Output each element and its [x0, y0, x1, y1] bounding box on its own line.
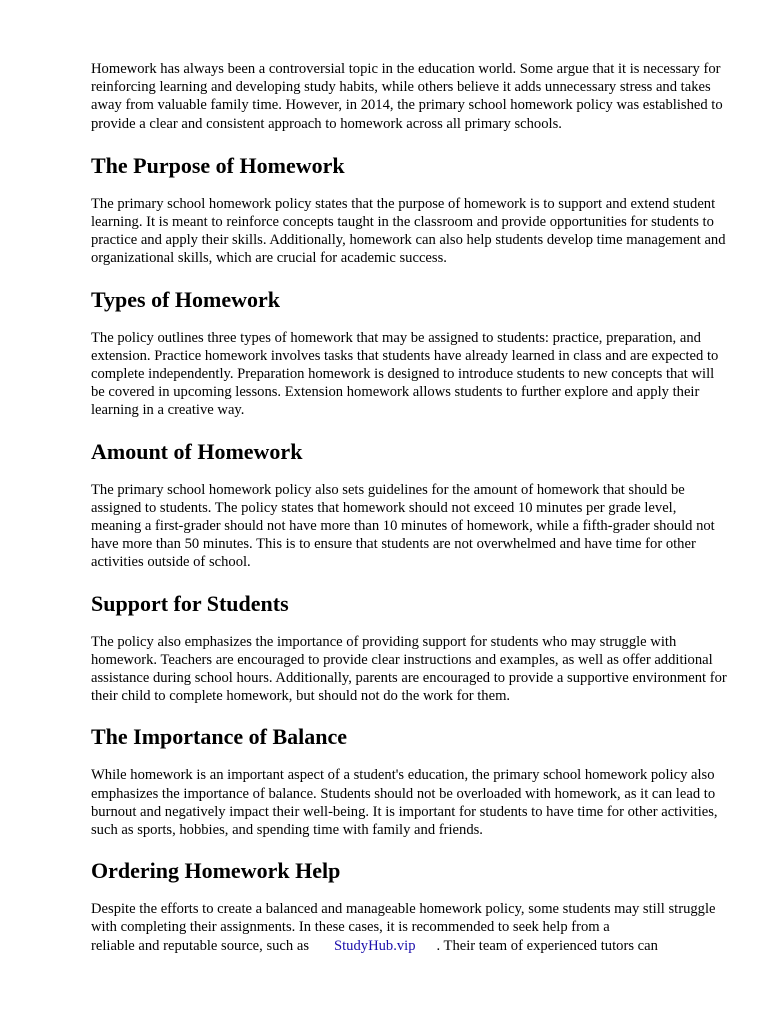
section-heading: The Importance of Balance	[91, 724, 348, 750]
section-balance	[91, 724, 727, 839]
final-line-after-link: . Their team of experienced tutors can	[436, 937, 658, 954]
section-paragraph: The policy outlines three types of homework that may be assigned to students: practice, preparation, and extension. Practice homework involves tasks that students have already learned in class and are expected to complete independently. Preparation homework is designed to introduce students to new concepts that will be covered in upcoming lessons. Extension homework allows students to further explore and apply their learning in a creative way.	[91, 329, 719, 419]
section-paragraph: The primary school homework policy states that the purpose of homework is to support and extend student learning. It is meant to reinforce concepts taught in the classroom and provide opportunities for students to practice and apply their skills. Additionally, homework can also help students develop time management and organizational skills, which are crucial for academic success.	[91, 195, 726, 267]
section-types	[91, 287, 727, 420]
final-line-before-link: reliable and reputable source, such as	[91, 937, 310, 954]
section-heading: Ordering Homework Help	[91, 858, 341, 884]
section-paragraph: The primary school homework policy also sets guidelines for the amount of homework that should be assigned to students. The policy states that homework should not exceed 10 minutes per grade level, meaning a first-grader should not have more than 10 minutes of homework, while a fifth-grader should not have more than 50 minutes. This is to ensure that students are not overwhelmed and have time for other activities outside of school.	[91, 481, 715, 571]
section-amount	[91, 439, 727, 572]
section-heading: Types of Homework	[91, 286, 281, 312]
section-support	[91, 591, 727, 706]
section-purpose	[91, 153, 727, 268]
section-heading: The Purpose of Homework	[91, 152, 345, 178]
section-heading: Support for Students	[91, 590, 289, 616]
section-paragraph: The policy also emphasizes the importance of providing support for students who may struggle with homework. Teachers are encouraged to provide clear instructions and examples, as well as offer additional assistance during school hours. Additionally, parents are encouraged to provide a supportive environment for their child to complete homework, but should not do the work for them.	[91, 633, 727, 705]
final-line	[91, 937, 727, 955]
section-heading: Amount of Homework	[91, 438, 303, 464]
section-paragraph: While homework is an important aspect of a student's education, the primary school homework policy also emphasizes the importance of balance. Students should not be overloaded with homework, as it can lead to burnout and negatively impact their well-being. It is important for students to have time for other activities, such as sports, hobbies, and spending time with family and friends.	[91, 767, 718, 839]
studyhub-link[interactable]: StudyHub.vip	[334, 937, 416, 954]
intro-paragraph: Homework has always been a controversial topic in the education world. Some argue that it is necessary for reinforcing learning and developing study habits, while others believe it adds unnecessary stress and takes away from valuable family time. However, in 2014, the primary school homework policy was established to provide a clear and consistent approach to homework across all primary schools.	[91, 61, 723, 132]
section-ordering	[91, 858, 727, 955]
section-paragraph: Despite the efforts to create a balanced and manageable homework policy, some students may still struggle with completing their assignments. In these cases, it is recommended to seek help from a	[91, 901, 716, 936]
document-page	[91, 60, 727, 974]
